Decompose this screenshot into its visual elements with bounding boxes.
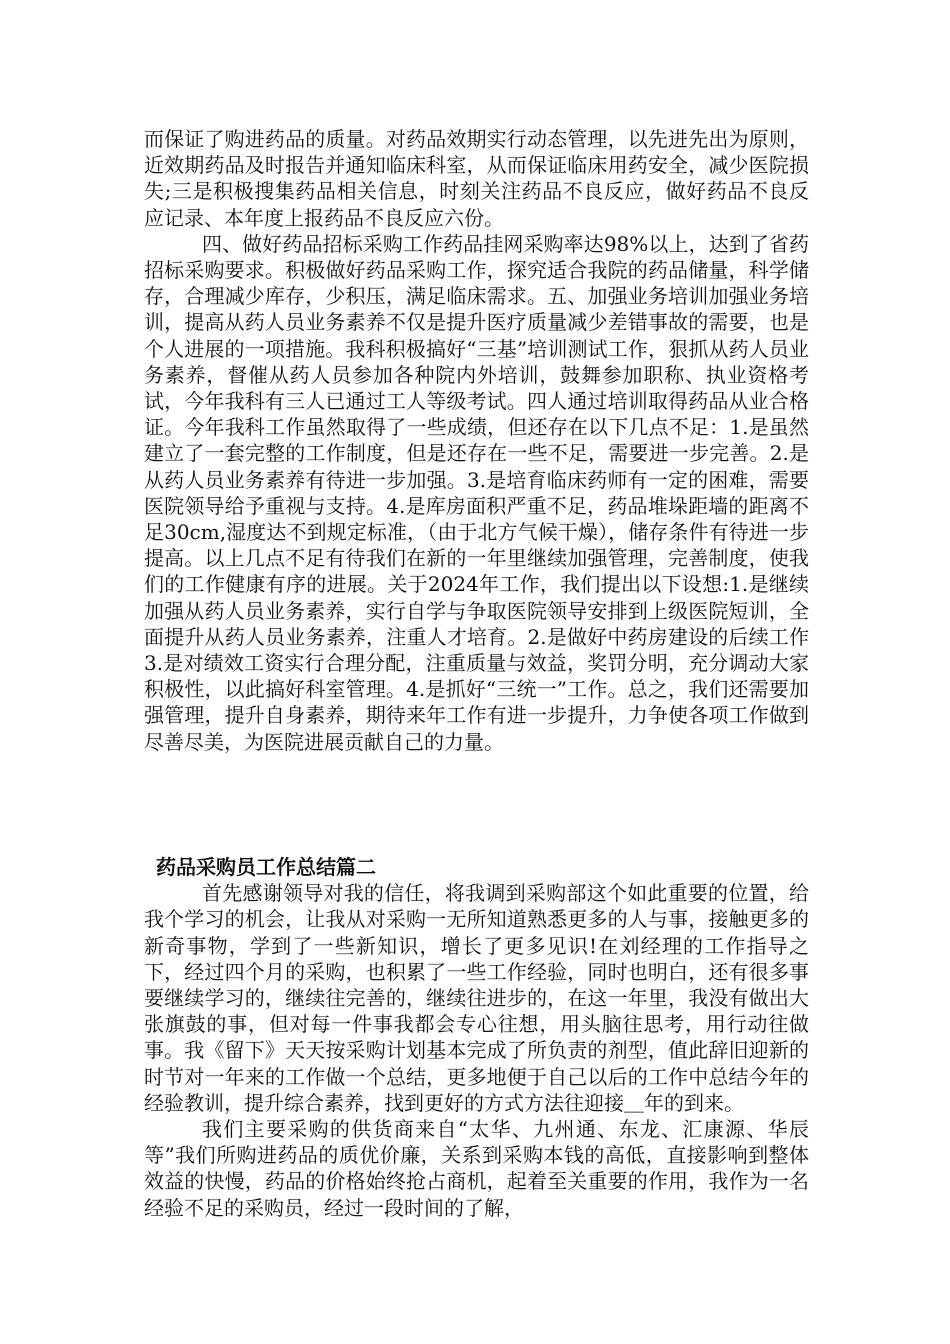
report-continuation: [144, 126, 809, 755]
paragraph-suppliers: 我们主要采购的供货商来自“太华、九州通、东龙、汇康源、华辰等”我们所购进药品的质优价廉，关系到采购本钱的高低，直接影响到整体效益的快慢，药品的价格始终抢占商机，起着至关重要的作用，我作为一名经验不足的采购员，经过一段时间的了解，: [144, 1117, 809, 1220]
paragraph-procurement-training-summary: 四、做好药品招标采购工作药品挂网采购率达98%以上，达到了省药招标采购要求。积极做好药品采购工作，探究适合我院的药品储量，科学储存，合理减少库存，少积压，满足临床需求。五、加强业务培训加强业务培训，提高从药人员业务素养不仅是提升医疗质量减少差错事故的需要，也是个人进展的一项措施。我科积极搞好“三基”培训测试工作，狠抓从药人员业务素养，督催从药人员参加各种院内外培训，鼓舞参加职称、执业资格考试，今年我科有三人已通过工人等级考试。四人通过培训取得药品从业合格证。今年我科工作虽然取得了一些成绩，但还存在以下几点不足：1.是虽然建立了一套完整的工作制度，但是还存在一些不足，需要进一步完善。2.是从药人员业务素养有待进一步加强。3.是培育临床药师有一定的困难，需要医院领导给予重视与支持。4.是库房面积严重不足，药品堆垛距墙的距离不足30cm,湿度达不到规定标准，（由于北方气候干燥），储存条件有待进一步提高。以上几点不足有待我们在新的一年里继续加强管理，完善制度，使我们的工作健康有序的进展。关于2024年工作，我们提出以下设想:1.是继续加强从药人员业务素养，实行自学与争取医院领导安排到上级医院短训，全面提升从药人员业务素养，注重人才培育。2.是做好中药房建设的后续工作3.是对绩效工资实行合理分配，注重质量与效益，奖罚分明，充分调动大家积极性，以此搞好科室管理。4.是抓好“三统一”工作。总之，我们还需要加强管理，提升自身素养，期待来年工作有进一步提升，力争使各项工作做到尽善尽美，为医院进展贡献自己的力量。: [144, 231, 809, 754]
section-heading: 药品采购员工作总结篇二: [156, 855, 376, 879]
report-section-two: [144, 854, 809, 1221]
paragraph-quality-management: 而保证了购进药品的质量。对药品效期实行动态管理，以先进先出为原则，近效期药品及时报告并通知临床科室，从而保证临床用药安全，减少医院损失;三是积极搜集药品相关信息，时刻关注药品不良反应，做好药品不良反应记录、本年度上报药品不良反应六份。: [144, 127, 809, 230]
paragraph-gratitude: 首先感谢领导对我的信任，将我调到采购部这个如此重要的位置，给我个学习的机会，让我从对采购一无所知道熟悉更多的人与事，接触更多的新奇事物，学到了一些新知识，增长了更多见识!在刘经理的工作指导之下，经过四个月的采购，也积累了一些工作经验，同时也明白，还有很多事要继续学习的，继续往完善的，继续往进步的，在这一年里，我没有做出大张旗鼓的事，但对每一件事我都会专心往想，用头脑往思考，用行动往做事。我《留下》天天按采购计划基本完成了所负责的剂型，值此辞旧迎新的时节对一年来的工作做一个总结，更多地便于自己以后的工作中总结今年的经验教训，提升综合素养，找到更好的方式方法往迎接＿年的到来。: [144, 881, 809, 1115]
